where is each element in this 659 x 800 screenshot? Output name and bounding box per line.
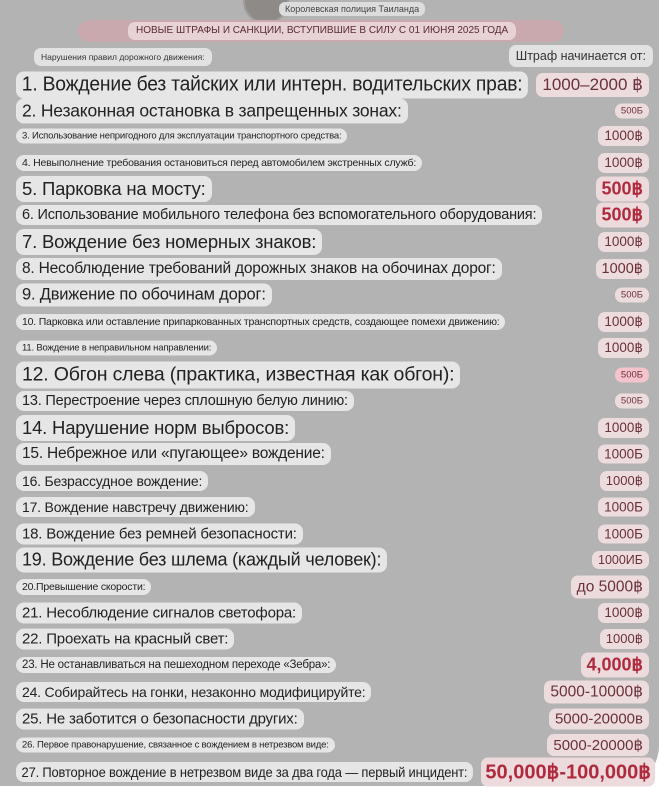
violation-label: 6. Использование мобильного телефона без вспомогательного оборудования: [16,205,542,225]
fine-amount: 5000-20000฿ [547,734,649,756]
fine-amount: 500Б [615,394,649,409]
violation-label: 12. Обгон слева (практика, известная как обгон): [16,362,460,389]
fine-amount: 1000฿ [598,126,649,146]
fine-amount: 1000Б [598,498,649,517]
fine-amount: 5000-20000в [549,709,649,730]
fine-amount: 1000฿ [598,153,649,173]
fine-amount: 1000฿ [598,338,649,358]
fine-amount: 5000-10000฿ [544,681,649,704]
violation-label: 7. Вождение без номерных знаков: [16,229,322,255]
violation-label: 13. Перестроение через сплошную белую линию: [16,391,354,411]
fine-amount: до 5000฿ [571,576,649,599]
violation-label: 1. Вождение без тайских или интерн. водительских прав: [16,72,528,99]
violation-label: 10. Парковка или оставление припаркованных транспортных средств, создающее помехи движению: [16,314,505,330]
fine-amount: 1000฿ [598,232,649,252]
title-banner: НОВЫЕ ШТРАФЫ И САНКЦИИ, ВСТУПИВШИЕ В СИЛУ С 01 ИЮНЯ 2025 ГОДА [128,22,516,40]
fine-amount: 500฿ [596,177,649,202]
fine-amount: 1000฿ [596,259,649,279]
fine-amount: 1000Б [598,525,649,544]
fine-amount: 4,000฿ [581,653,650,678]
violation-label: 25. Не заботится о безопасности других: [16,709,304,730]
violation-label: 18. Вождение без ремней безопасности: [16,524,303,545]
violation-label: 17. Вождение навстречу движению: [16,497,255,517]
violation-label: 26. Первое правонарушение, связанное с вождением в нетрезвом виде: [16,738,335,753]
fine-amount: 1000฿ [598,418,649,438]
violation-label: 16. Безрассудное вождение: [16,471,208,491]
violation-label: 22. Проехать на красный свет: [16,629,234,650]
violation-label: 15. Небрежное или «пугающее» вождение: [16,443,331,465]
violation-label: 8. Несоблюдение требований дорожных знаков на обочинах дорог: [16,258,502,280]
agency-name: Королевская полиция Таиланда [279,2,425,16]
fine-amount: 1000฿ [598,312,649,332]
violation-label: 20.Превышение скорости: [16,579,151,595]
violation-label: 11. Вождение в неправильном направлении: [16,341,217,356]
violation-label: 2. Незаконная остановка в запрещенных зонах: [16,99,408,124]
fine-amount: 500Б [615,288,649,303]
violation-label: 4. Невыполнение требования остановиться перед автомобилем экстренных служб: [16,155,422,171]
fine-amount: 1000–2000 ฿ [536,73,649,97]
violation-label: 9. Движение по обочинам дорог: [16,284,272,307]
violation-label: 27. Повторное вождение в нетрезвом виде за два года — первый инцидент: [16,762,473,782]
violation-label: 5. Парковка на мосту: [16,176,212,202]
violation-label: 24. Собирайтесь на гонки, незаконно модифицируйте: [16,682,371,702]
violation-label: 3. Использование непригодного для эксплуатации транспортного средства: [16,129,347,144]
violation-label: 14. Нарушение норм выбросов: [16,415,295,441]
fine-amount: 50,000฿-100,000฿ [481,758,655,787]
violation-label: 21. Несоблюдение сигналов светофора: [16,603,302,624]
fine-amount: 1000ИБ [592,551,649,569]
fine-amount: 500฿ [596,203,649,228]
fine-amount: 500Б [615,104,649,119]
fine-amount: 1000฿ [598,603,649,623]
violation-label: 19. Вождение без шлема (каждый человек): [16,548,387,573]
fine-amount: 1000Б [598,445,649,464]
fine-amount: 1000฿ [600,471,649,491]
fine-column-header: Штраф начинается от: [509,45,653,67]
fine-amount: 1000฿ [600,629,649,649]
violations-column-header: Нарушения правил дорожного движения: [34,48,212,66]
violation-label: 23. Не останавливаться на пешеходном переходе «Зебра»: [16,657,336,673]
fine-amount: 500Б [615,368,649,383]
